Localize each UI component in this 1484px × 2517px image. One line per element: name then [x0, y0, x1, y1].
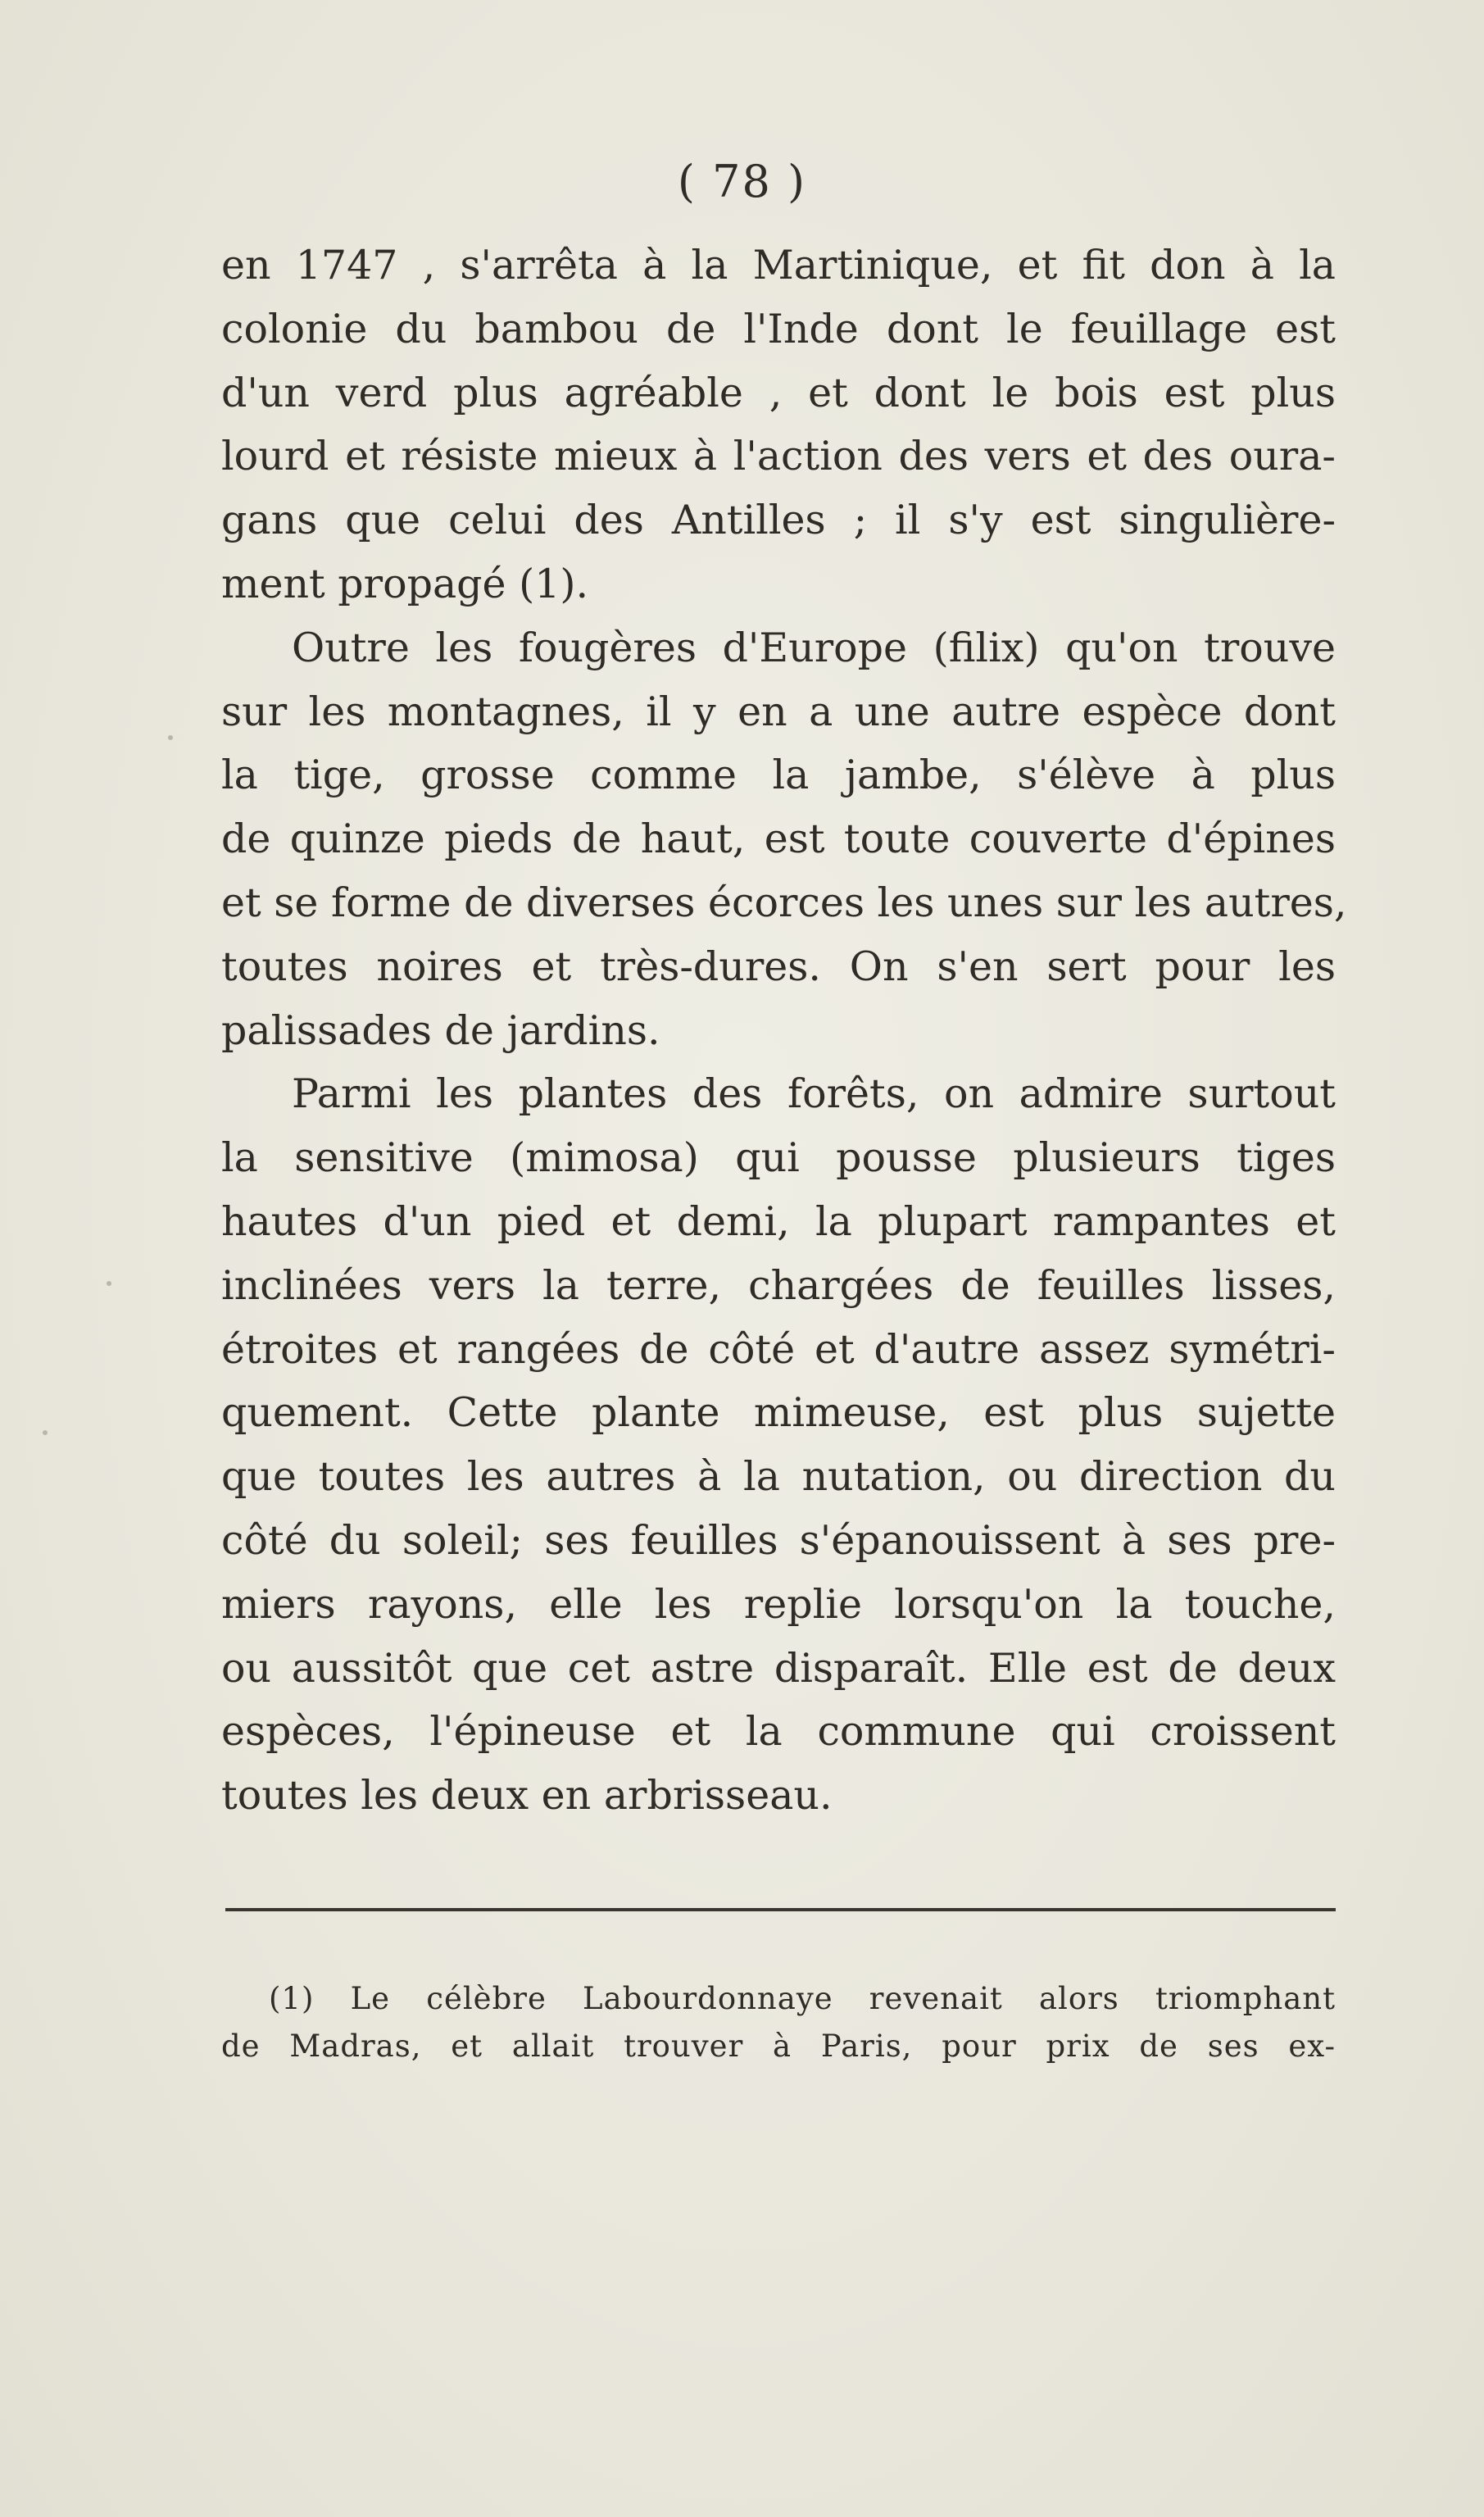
text-line: d'un verd plus agréable , et dont le bois est plus	[221, 369, 1336, 416]
text-line: sur les montagnes, il y en a une autre espèce dont	[221, 688, 1336, 735]
text-line: la tige, grosse comme la jambe, s'élève à plus	[221, 752, 1336, 799]
text-line: palissades de jardins.	[221, 1006, 660, 1054]
text-line: que toutes les autres à la nutation, ou direction du	[221, 1453, 1336, 1501]
footnote-line: de Madras, et allait trouver à Paris, pour prix de ses ex-	[221, 2029, 1336, 2064]
text-line: Parmi les plantes des forêts, on admire surtout	[292, 1070, 1336, 1118]
text-line: toutes noires et très-dures. On s'en sert pour les	[221, 943, 1336, 990]
paper-speck	[107, 1281, 111, 1286]
text-line: lourd et résiste mieux à l'action des vers et des oura-	[221, 433, 1336, 480]
text-line: étroites et rangées de côté et d'autre assez symétri-	[221, 1325, 1336, 1373]
text-line: ment propagé (1).	[221, 560, 589, 607]
paper-speck	[168, 735, 173, 740]
text-line: gans que celui des Antilles ; il s'y est singulière-	[221, 497, 1336, 544]
text-line: hautes d'un pied et demi, la plupart rampantes et	[221, 1197, 1336, 1245]
text-line: colonie du bambou de l'Inde dont le feuillage est	[221, 305, 1336, 352]
text-line: miers rayons, elle les replie lorsqu'on la touche,	[221, 1580, 1336, 1628]
text-line: la sensitive (mimosa) qui pousse plusieurs tiges	[221, 1134, 1336, 1182]
footnotes	[221, 1975, 1336, 2070]
text-line: côté du soleil; ses feuilles s'épanouissent à ses pre-	[221, 1516, 1336, 1564]
text-line: en 1747 , s'arrêta à la Martinique, et fit don à la	[221, 242, 1336, 289]
text-line: et se forme de diverses écorces les unes sur les autres,	[221, 879, 1347, 926]
paper-speck	[43, 1430, 48, 1435]
text-line: Outre les fougères d'Europe (filix) qu'on trouve	[292, 624, 1336, 671]
text-line: toutes les deux en arbrisseau.	[221, 1772, 833, 1820]
footnote-divider	[225, 1908, 1336, 1911]
text-line: espèces, l'épineuse et la commune qui croissent	[221, 1708, 1336, 1756]
text-line: inclinées vers la terre, chargées de feuilles lisses,	[221, 1261, 1336, 1309]
text-line: quement. Cette plante mimeuse, est plus sujette	[221, 1389, 1336, 1437]
page-number: ( 78 )	[677, 156, 807, 207]
text-line: ou aussitôt que cet astre disparaît. Elle est de deux	[221, 1644, 1336, 1692]
text-line: de quinze pieds de haut, est toute couverte d'épines	[221, 816, 1336, 863]
body-text	[221, 234, 1347, 1828]
footnote-line: (1) Le célèbre Labourdonnaye revenait alors triomphant	[269, 1981, 1336, 2016]
